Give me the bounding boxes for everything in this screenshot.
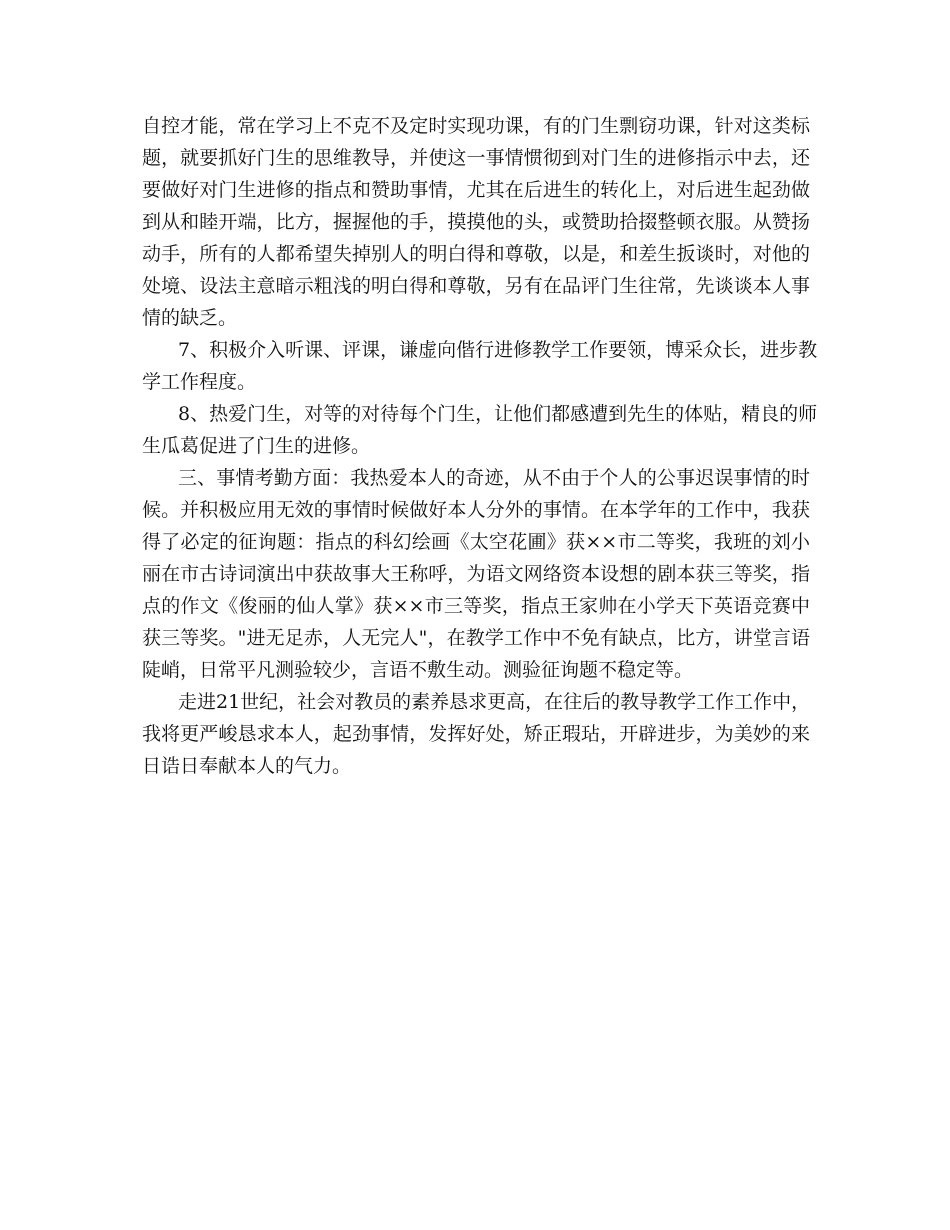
paragraph-continuation xyxy=(142,110,810,334)
text-line: 7、积极介入听课、评课，谦虚向偕行进修教学工作要领，博采众长，进步教 xyxy=(178,339,818,361)
text-line: 三、事情考勤方面：我热爱本人的奇迹，从不由于个人的公事迟误事情的时 xyxy=(178,467,810,489)
text-line: 点的作文《俊丽的仙人掌》获××市三等奖，指点王家帅在小学天下英语竞赛中 xyxy=(142,595,810,617)
text-line: 我将更严峻恳求本人，起劲事情，发挥好处，矫正瑕玷，开辟进步，为美妙的来 xyxy=(142,723,810,745)
text-line: 动手，所有的人都希望失掉别人的明白得和尊敬，以是，和差生扳谈时，对他的 xyxy=(142,243,810,265)
text-line: 陡峭，日常平凡测验较少，言语不敷生动。测验征询题不稳定等。 xyxy=(142,659,694,681)
text-line: 处境、设法主意暗示粗浅的明白得和尊敬，另有在品评门生往常，先谈谈本人事 xyxy=(142,275,810,297)
text-line: 要做好对门生进修的指点和赞助事情，尤其在后进生的转化上，对后进生起劲做 xyxy=(142,179,810,201)
text-line: 走进21世纪，社会对教员的素养恳求更高，在往后的教导教学工作工作中， xyxy=(178,691,811,713)
text-line: 丽在市古诗词演出中获故事大王称呼，为语文网络资本设想的剧本获三等奖，指 xyxy=(142,563,810,585)
paragraph-conclusion xyxy=(142,686,810,782)
text-line: 日诰日奉献本人的气力。 xyxy=(142,755,352,777)
document-body xyxy=(142,110,818,782)
text-line: 学工作程度。 xyxy=(142,371,257,393)
text-line: 得了必定的征询题：指点的科幻绘画《太空花圃》获××市二等奖，我班的刘小 xyxy=(142,531,810,553)
text-line: 情的缺乏。 xyxy=(142,307,238,329)
text-line: 生瓜葛促进了门生的进修。 xyxy=(142,435,371,457)
text-line: 自控才能，常在学习上不克不及定时实现功课，有的门生剽窃功课，针对这类标 xyxy=(142,115,810,137)
paragraph-item-8 xyxy=(142,398,818,462)
text-line: 题，就要抓好门生的思维教导，并使这一事情惯彻到对门生的进修指示中去，还 xyxy=(142,147,810,169)
text-line: 候。并积极应用无效的事情时候做好本人分外的事情。在本学年的工作中，我获 xyxy=(142,499,810,521)
text-line: 获三等奖。"进无足赤，人无完人"，在教学工作中不免有缺点，比方，讲堂言语 xyxy=(142,627,810,649)
paragraph-item-7 xyxy=(142,334,818,398)
paragraph-attendance xyxy=(142,462,810,686)
text-line: 到从和睦开端，比方，握握他的手，摸摸他的头，或赞助拾掇整顿衣服。从赞扬 xyxy=(142,211,810,233)
text-line: 8、热爱门生，对等的对待每个门生，让他们都感遭到先生的体贴，精良的师 xyxy=(178,403,818,425)
